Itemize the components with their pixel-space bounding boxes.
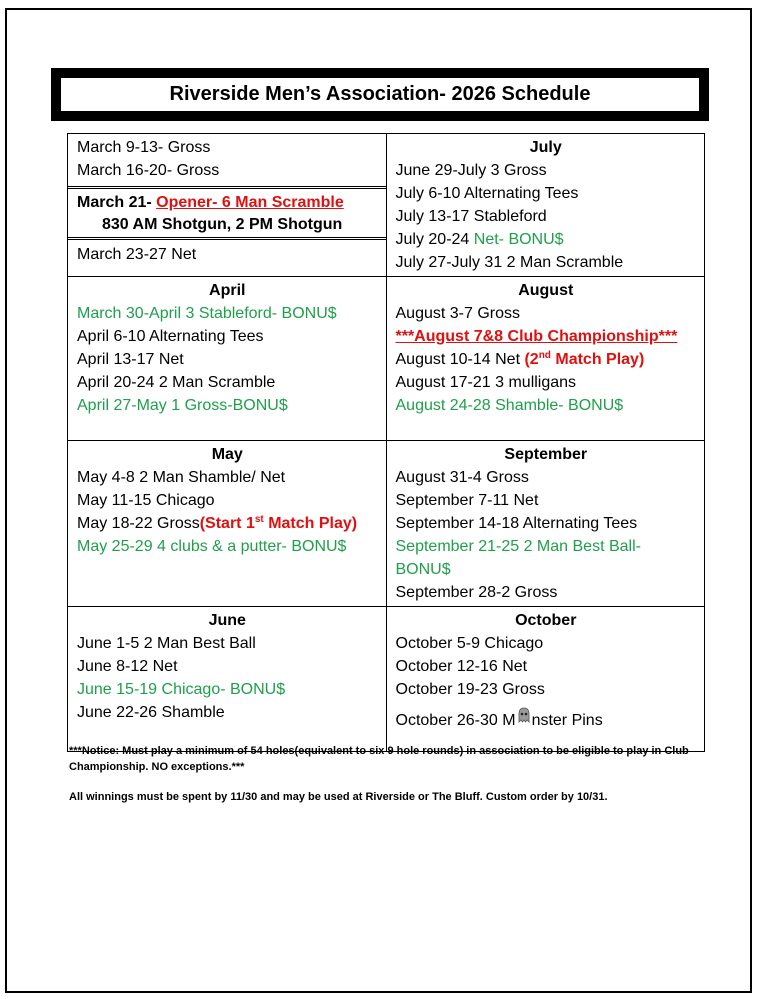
table-row <box>68 607 705 752</box>
list-item: August 17-21 3 mulligans <box>395 374 577 391</box>
list-item: July 6-10 Alternating Tees <box>395 185 579 202</box>
list-item: June 22-26 Shamble <box>77 704 225 721</box>
list-item: May 11-15 Chicago <box>77 492 215 509</box>
list-item: September 7-11 Net <box>395 492 539 509</box>
month-header: April <box>209 282 246 299</box>
list-item: March 9-13- Gross <box>77 139 211 156</box>
table-row <box>68 277 705 441</box>
list-item: April 6-10 Alternating Tees <box>77 328 264 345</box>
opener-block <box>68 186 386 240</box>
winnings-text: All winnings must be spent by 11/30 and may be used at Riverside or The Bluff. Custom order by 10/31. <box>69 791 608 803</box>
list-item: April 27-May 1 Gross-BONU$ <box>77 397 288 414</box>
month-header: August <box>518 282 574 299</box>
august-cell <box>386 277 705 441</box>
list-item: May 18-22 Gross(Start 1st Match Play) <box>77 514 358 532</box>
page-title: Riverside Men’s Association- 2026 Schedule <box>60 77 700 112</box>
month-header: October <box>515 612 577 629</box>
list-item: June 15-19 Chicago- BONU$ <box>77 681 286 698</box>
list-item: May 4-8 2 Man Shamble/ Net <box>77 469 286 486</box>
title-banner <box>51 68 709 121</box>
month-header: May <box>211 446 243 463</box>
ghost-icon <box>516 707 532 723</box>
list-item: August 31-4 Gross <box>395 469 529 486</box>
list-item: September 28-2 Gross <box>395 584 558 601</box>
list-item: May 25-29 4 clubs & a putter- BONU$ <box>77 538 347 555</box>
list-item: July 13-17 Stableford <box>395 208 547 225</box>
list-item: March 16-20- Gross <box>77 162 220 179</box>
opener-event: Opener- 6 Man Scramble <box>156 194 344 211</box>
april-cell <box>68 277 387 441</box>
list-item: October 26-30 M nster Pins <box>396 707 697 732</box>
championship-item: ***August 7&8 Club Championship*** <box>395 328 678 345</box>
shotgun-times: 830 AM Shotgun, 2 PM Shotgun <box>102 216 343 233</box>
table-row <box>68 134 705 277</box>
list-item: April 20-24 2 Man Scramble <box>77 374 276 391</box>
table-row <box>68 441 705 607</box>
july-cell <box>386 134 705 277</box>
may-cell <box>68 441 387 607</box>
list-item: October 5-9 Chicago <box>395 635 544 652</box>
list-item: April 13-17 Net <box>77 351 184 368</box>
list-item: July 27-July 31 2 Man Scramble <box>395 254 624 271</box>
list-item: March 30-April 3 Stableford- BONU$ <box>77 305 337 322</box>
june-cell <box>68 607 387 752</box>
month-header: July <box>529 139 562 156</box>
list-item: October 12-16 Net <box>395 658 528 675</box>
list-item: September 14-18 Alternating Tees <box>395 515 638 532</box>
october-cell <box>386 607 705 752</box>
list-item: August 3-7 Gross <box>395 305 520 322</box>
list-item: June 1-5 2 Man Best Ball <box>77 635 256 652</box>
list-item: June 29-July 3 Gross <box>395 162 547 179</box>
month-header: September <box>504 446 588 463</box>
list-item: July 20-24 Net- BONU$ <box>395 231 564 248</box>
list-item: August 24-28 Shamble- BONU$ <box>395 397 624 414</box>
list-item: October 19-23 Gross <box>395 681 545 698</box>
list-item: September 21-25 2 Man Best Ball-BONU$ <box>395 538 641 578</box>
september-cell <box>386 441 705 607</box>
month-header: June <box>208 612 246 629</box>
list-item: August 10-14 Net (2nd Match Play) <box>395 350 645 368</box>
list-item: June 8-12 Net <box>77 658 178 675</box>
list-item: March 23-27 Net <box>77 246 197 263</box>
notes-section <box>69 743 709 819</box>
notice-text: ***Notice: Must play a minimum of 54 holes(equivalent to six 9 hole rounds) in association to be eligible to play in Club Championship. NO exceptions.*** <box>69 745 689 773</box>
schedule-table <box>67 133 705 752</box>
opener-date: March 21- <box>77 194 157 211</box>
march-cell <box>68 134 387 277</box>
